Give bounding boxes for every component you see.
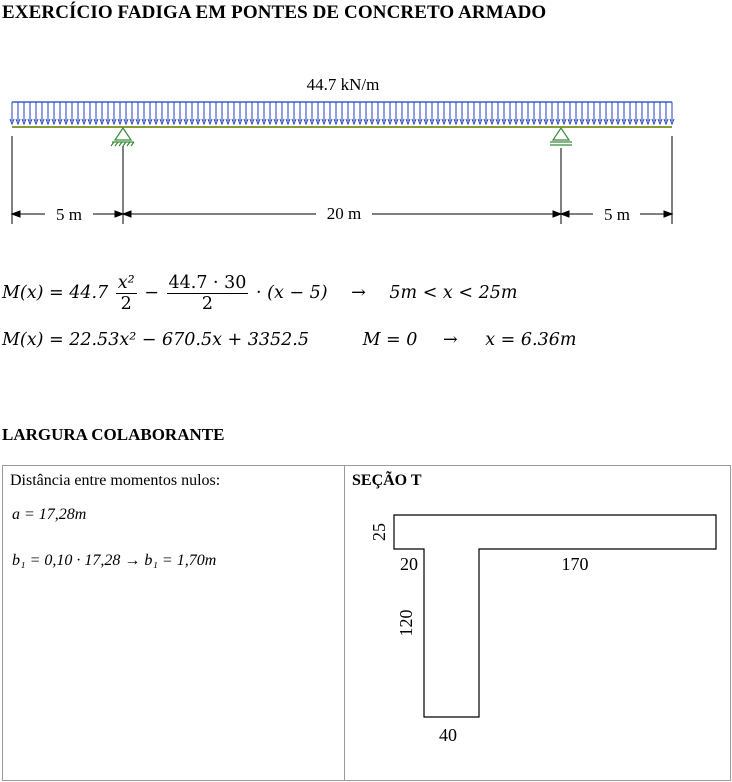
eq1-fraction-2 — [167, 273, 249, 314]
eq1-range: 5m < x < 25m — [389, 283, 518, 303]
span-left-label: 5 m — [56, 205, 82, 224]
page-title: EXERCÍCIO FADIGA EM PONTES DE CONCRETO ARMADO — [2, 2, 547, 23]
effective-width-table — [2, 465, 731, 781]
eq1-fraction-1 — [116, 273, 137, 314]
span-right-label: 5 m — [604, 205, 630, 224]
eq2-arrow: → — [443, 330, 458, 350]
eq1-arrow: → — [351, 283, 366, 303]
eq1-frac2-den: 2 — [201, 294, 214, 314]
eq1-minus: − — [144, 283, 159, 303]
roller-support-icon — [550, 128, 572, 145]
eq2-condition: M = 0 — [362, 330, 418, 350]
section-heading: LARGURA COLABORANTE — [2, 425, 225, 444]
load-label: 44.7 kN/m — [306, 75, 380, 94]
span-middle-label: 20 m — [326, 204, 362, 223]
eq2-lhs: M(x) = 22.53x² − 670.5x + 3352.5 — [2, 330, 309, 350]
moment-equation-2 — [2, 330, 576, 350]
web-width-label: 40 — [439, 725, 457, 745]
t-section-diagram — [345, 466, 729, 780]
a-expression: a = 17,28m — [12, 506, 87, 523]
eq1-frac2-num: 44.7 · 30 — [168, 273, 247, 293]
null-moments-label: Distância entre momentos nulos: — [10, 472, 221, 489]
web-height-label: 120 — [396, 609, 417, 637]
t-section-outline — [394, 515, 716, 717]
beam-diagram — [0, 66, 732, 226]
t-section-heading: SEÇÃO T — [352, 472, 422, 489]
distributed-load — [10, 102, 674, 124]
eq1-tail: · (x − 5) — [256, 283, 328, 303]
eq2-result: x = 6.36m — [485, 330, 577, 350]
left-overhang-label: 20 — [400, 554, 418, 574]
moment-equation-1 — [2, 273, 517, 314]
b1-expression: b₁ = 0,10 · 17,28 → b₁ = 1,70m — [12, 552, 217, 569]
eq1-frac1-num: x² — [117, 273, 135, 293]
eq1-lhs: M(x) = 44.7 — [2, 283, 109, 303]
right-overhang-label: 170 — [561, 554, 589, 574]
pinned-support-icon — [111, 128, 134, 146]
flange-thickness-label: 25 — [369, 523, 390, 541]
eq1-frac1-den: 2 — [120, 294, 132, 314]
